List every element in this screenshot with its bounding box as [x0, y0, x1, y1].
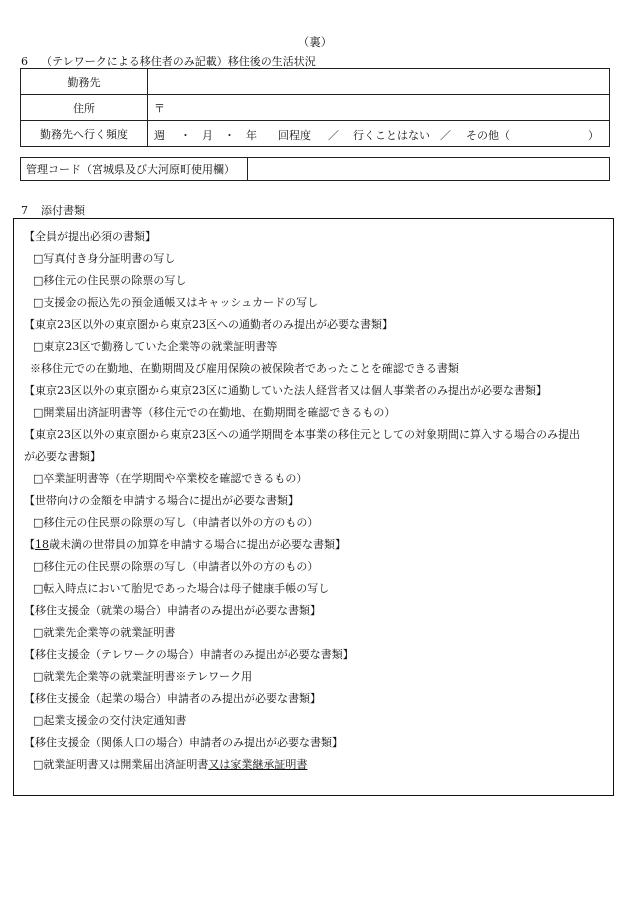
section7-number: 7: [21, 204, 28, 217]
document-item[interactable]: □移住元の住民票の除票の写し（申請者以外の方のもの）: [33, 560, 319, 573]
year-option[interactable]: 年: [246, 129, 257, 142]
frequency-field[interactable]: [148, 121, 610, 147]
document-item[interactable]: □卒業証明書等（在学期間や卒業校を確認できるもの）: [33, 472, 308, 485]
times-text: 回程度: [278, 129, 311, 142]
document-item[interactable]: □東京23区で勤務していた企業等の就業証明書等: [33, 340, 278, 353]
document-item[interactable]: □移住元の住民票の除票の写し: [33, 274, 187, 287]
separator-slash: ／: [328, 129, 339, 142]
category-header: 【東京23区以外の東京圏から東京23区に通勤していた法人経営者又は個人事業者のみ提出が必要な書類】: [24, 384, 547, 397]
document-item-text: □就業証明書又は開業届出済証明書: [33, 758, 209, 771]
living-situation-table: [20, 68, 610, 147]
category-header: 【全員が提出必須の書類】: [24, 230, 156, 243]
frequency-label: 勤務先へ行く頻度: [21, 121, 148, 147]
section6-number: 6: [21, 55, 28, 68]
category-header: 【移住支援金（テレワークの場合）申請者のみ提出が必要な書類】: [24, 648, 354, 661]
table-row: [21, 158, 610, 181]
never-option[interactable]: 行くことはない: [353, 129, 430, 142]
category-header: 【移住支援金（起業の場合）申請者のみ提出が必要な書類】: [24, 692, 321, 705]
category-header: 【東京23区以外の東京圏から東京23区への通学期間を本事業の移住元としての対象期間に算入する場合のみ提出: [24, 428, 580, 441]
underlined-age: 18: [35, 538, 49, 551]
document-item[interactable]: □起業支援金の交付決定通知書: [33, 714, 187, 727]
document-item[interactable]: [33, 756, 307, 772]
separator-dot: ・: [180, 129, 191, 142]
document-note: ※移住元での在勤地、在勤期間及び雇用保険の被保険者であったことを確認できる書類: [30, 362, 459, 375]
table-row: [21, 121, 610, 147]
table-row: [21, 69, 610, 95]
workplace-field[interactable]: [148, 69, 610, 95]
section6-title: [21, 53, 316, 69]
document-item[interactable]: □開業届出済証明書等（移住元での在勤地、在勤期間を確認できるもの）: [33, 406, 396, 419]
table-row: [21, 95, 610, 121]
category-header: [24, 536, 346, 552]
document-item[interactable]: □就業先企業等の就業証明書※テレワーク用: [33, 670, 253, 683]
category-header: 【移住支援金（就業の場合）申請者のみ提出が必要な書類】: [24, 604, 321, 617]
category-header: 【世帯向けの金額を申請する場合に提出が必要な書類】: [24, 494, 299, 507]
page-header: （裏）: [297, 35, 333, 49]
underlined-document-text: 又は家業継承証明書: [208, 758, 308, 771]
management-code-label: 管理コード（宮城県及び大河原町使用欄）: [21, 158, 248, 181]
category-header-text: 歳未満の世帯員の加算を申請する場合に提出が必要な書類】: [49, 538, 346, 551]
document-item[interactable]: □就業先企業等の就業証明書: [33, 626, 176, 639]
document-item[interactable]: □支援金の振込先の預金通帳又はキャッシュカードの写し: [33, 296, 319, 309]
workplace-label: 勤務先: [21, 69, 148, 95]
document-item[interactable]: □写真付き身分証明書の写し: [33, 252, 176, 265]
separator-slash: ／: [440, 129, 451, 142]
management-code-table: [20, 157, 610, 181]
week-option[interactable]: 週: [154, 129, 165, 142]
section7-title-text: 添付書類: [41, 204, 85, 217]
document-item[interactable]: □転入時点において胎児であった場合は母子健康手帳の写し: [33, 582, 330, 595]
attachments-box: [13, 218, 614, 796]
document-item[interactable]: □移住元の住民票の除票の写し（申請者以外の方のもの）: [33, 516, 319, 529]
month-option[interactable]: 月: [202, 129, 213, 142]
other-close-paren: ）: [588, 129, 599, 142]
category-header-continued: が必要な書類】: [24, 450, 101, 463]
address-label: 住所: [21, 95, 148, 121]
section6-title-text: （テレワークによる移住者のみ記載）移住後の生活状況: [41, 55, 316, 68]
management-code-field[interactable]: [248, 158, 610, 181]
category-header: 【東京23区以外の東京圏から東京23区への通勤者のみ提出が必要な書類】: [24, 318, 393, 331]
other-option[interactable]: その他（: [466, 129, 510, 142]
category-header: 【移住支援金（関係人口の場合）申請者のみ提出が必要な書類】: [24, 736, 343, 749]
address-field[interactable]: 〒: [148, 95, 610, 121]
section7-title: [21, 202, 85, 218]
separator-dot: ・: [224, 129, 235, 142]
bracket-open: 【: [24, 538, 35, 551]
